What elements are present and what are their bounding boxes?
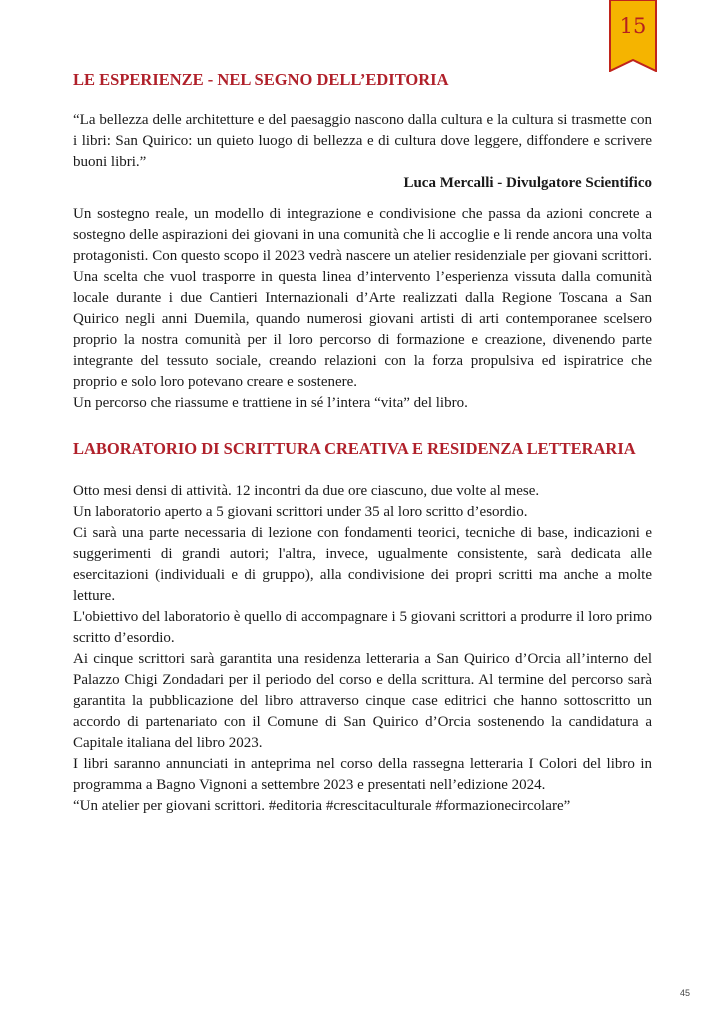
section-title-esperienze: LE ESPERIENZE - NEL SEGNO DELL’EDITORIA <box>73 70 449 89</box>
paragraph: L'obiettivo del laboratorio è quello di accompagnare i 5 giovani scrittori a produrre il loro primo scritto d’esordio. <box>73 609 652 646</box>
quote-text: “La bellezza delle architetture e del paesaggio nascono dalla cultura e la cultura si trasmette con i libri: San Quirico: un quieto luogo di bellezza e di cultura dove leggere, diffondere e scrivere buoni libri.” <box>73 112 652 170</box>
paragraph: Ci sarà una parte necessaria di lezione con fondamenti teorici, tecniche di base, indicazioni e suggerimenti di grandi autori; l'altra, invece, ugualmente consistente, sarà dedicata alle esercitazioni (individuali e di gruppo), alla condivisione dei propri scritti ma anche a molte letture. <box>73 525 652 604</box>
paragraph: Un laboratorio aperto a 5 giovani scrittori under 35 al loro scritto d’esordio. <box>73 504 528 520</box>
page-content <box>73 68 652 817</box>
section-title-laboratorio: LABORATORIO DI SCRITTURA CREATIVA E RESIDENZA LETTERARIA <box>73 439 636 458</box>
paragraph: Un sostegno reale, un modello di integrazione e condivisione che passa da azioni concrete a sostegno delle aspirazioni dei giovani in una comunità che li accoglie e li rende ancora una volta protagonisti. Con questo scopo il 2023 vedrà nascere un atelier residenziale per giovani scrittori. Una scelta che vuol trasporre in questa linea d’intervento l’esperienza vissuta dalla comunità locale durante i due Cantieri Internazionali d’Arte realizzati dalla Regione Toscana a San Quirico negli anni Duemila, quando numerosi giovani artisti di arti contemporanee scelsero proprio la nostra comunità per il loro percorso di formazione e creazione, divenendo parte integrante del tessuto sociale, creando relazioni con la forza propulsiva ed ispiratrice che proprio e solo loro potevano creare e sostenere. <box>73 206 652 390</box>
page-number: 45 <box>680 988 691 998</box>
paragraph: Un percorso che riassume e trattiene in sé l’intera “vita” del libro. <box>73 395 468 411</box>
paragraph: Ai cinque scrittori sarà garantita una residenza letteraria a San Quirico d’Orcia all’interno del Palazzo Chigi Zondadari per il periodo del corso e della scrittura. Al termine del percorso sarà garantita la pubblicazione del libro attraverso cinque case editrici che hanno sottoscritto un accordo di partenariato con il Comune di San Quirico d’Orcia sostenendo la candidatura a Capitale italiana del libro 2023. <box>73 651 652 751</box>
paragraph: I libri saranno annunciati in anteprima nel corso della rassegna letteraria I Colori del libro in programma a Bagno Vignoni a settembre 2023 e presentati nell’edizione 2024. <box>73 756 652 793</box>
chapter-ribbon <box>609 0 657 72</box>
chapter-number: 15 <box>619 14 647 38</box>
paragraph: “Un atelier per giovani scrittori. #editoria #crescitaculturale #formazionecircolare” <box>73 798 571 814</box>
quote-author: Luca Mercalli - Divulgatore Scientifico <box>403 175 652 191</box>
paragraph: Otto mesi densi di attività. 12 incontri da due ore ciascuno, due volte al mese. <box>73 483 540 499</box>
